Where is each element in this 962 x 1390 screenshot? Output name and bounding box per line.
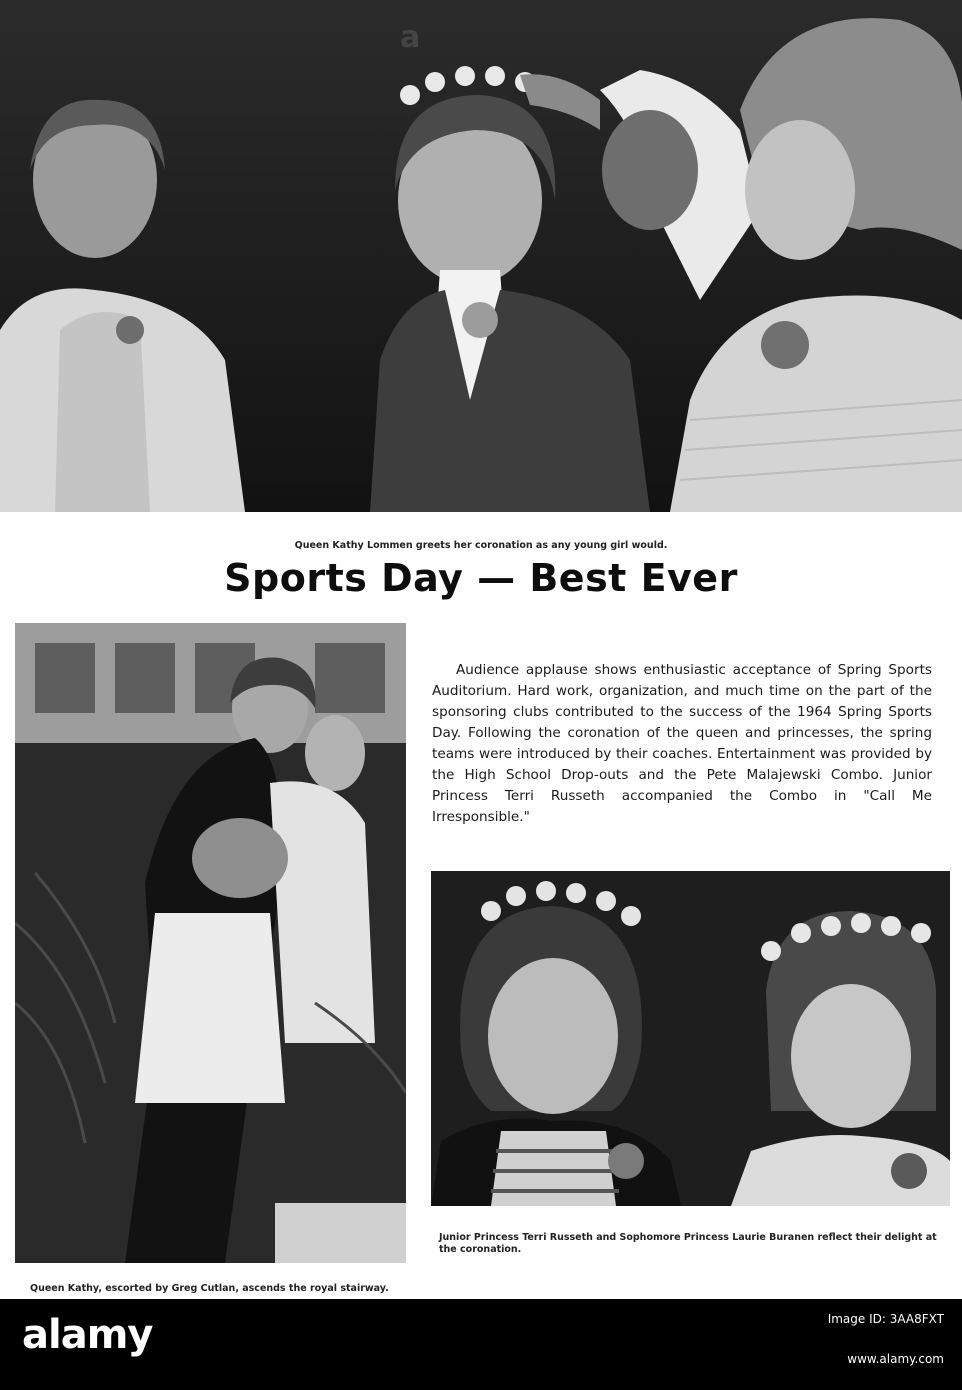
article-body: Audience applause shows enthusiastic acceptance of Spring Sports Auditorium. Hard work, organization, and much time on the part of the sponsoring clubs contributed to the success of the 1964 Spring Sports Day. Following the coronation of the queen and princesses, the spring teams were introduced by their coaches. Entertainment was provided by the High School Drop-outs and the Pete Malajewski Combo. Junior Princess Terri Russeth accompanied the Combo in "Call Me Irresponsible." [432,662,932,825]
top-photo [0,0,962,512]
coronation-photo-illustration [0,0,962,512]
princesses-photo-illustration [431,871,950,1206]
image-id-label: Image ID: 3AA8FXT [827,1312,944,1326]
stairway-photo-illustration [15,623,406,1263]
page-headline: Sports Day — Best Ever [224,556,738,600]
left-photo-caption: Queen Kathy, escorted by Greg Cutlan, ascends the royal stairway. [30,1282,389,1294]
left-photo [15,623,406,1263]
top-photo-caption: Queen Kathy Lommen greets her coronation as any young girl would. [294,539,668,551]
right-photo [431,871,950,1206]
site-url-label: www.alamy.com [847,1352,944,1366]
alamy-logo: alamy [22,1312,153,1358]
right-photo-caption: Junior Princess Terri Russeth and Sophomore Princess Laurie Buranen reflect their delight at the coronation. [439,1231,937,1255]
